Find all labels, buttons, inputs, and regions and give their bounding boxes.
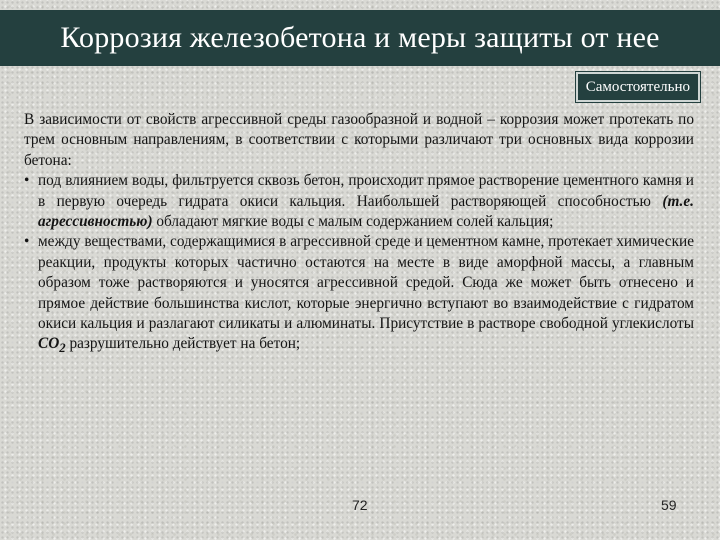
- list-item: [24, 171, 694, 232]
- slide-body: [24, 110, 694, 359]
- formula-subscript: 2: [59, 341, 66, 356]
- intro-paragraph: В зависимости от свойств агрессивной среды газообразной и водной – коррозия может протекать по трем основным направлениям, в соответствии с которыми различают три основных вида коррозии бетона:: [24, 111, 694, 169]
- slide-title: Коррозия железобетона и меры защиты от нее: [60, 21, 660, 54]
- bullet-list: [24, 171, 694, 359]
- bullet-text-tail: разрушительно действует на бетон;: [65, 335, 301, 353]
- emphasis-text: (т.е. агрессивностью): [38, 192, 694, 231]
- bullet-text: под влиянием воды, фильтруется сквозь бетон, происходит прямое растворение цементного камня и в первую очередь гидрата окиси кальция. Наибольшей растворяющей способностью: [38, 172, 694, 210]
- formula-co2: [38, 335, 66, 356]
- bullet-text: между веществами, содержащимися в агрессивной среде и цементном камне, протекает химические реакции, продукты которых частично остаются на месте в виде аморфной массы, а главным образом тоже растворяются и уносятся агрессивной средой. Сюда же может быть отнесено и прямое действие большинства кислот, которые энергично вступают во взаимодействие с гидратом окиси кальция и разлагают силикаты и алюминаты. Присутствие в растворе свободной углекислоты: [38, 233, 694, 333]
- formula-main: CO: [38, 335, 60, 353]
- bullet-text-tail: обладают мягкие воды с малым содержанием солей кальция;: [152, 213, 554, 231]
- list-item: [24, 232, 694, 358]
- title-bar: [0, 10, 720, 66]
- self-study-badge: Самостоятельно: [576, 72, 700, 102]
- page-number-left: 72: [352, 497, 368, 513]
- page-number-right: 59: [661, 497, 677, 513]
